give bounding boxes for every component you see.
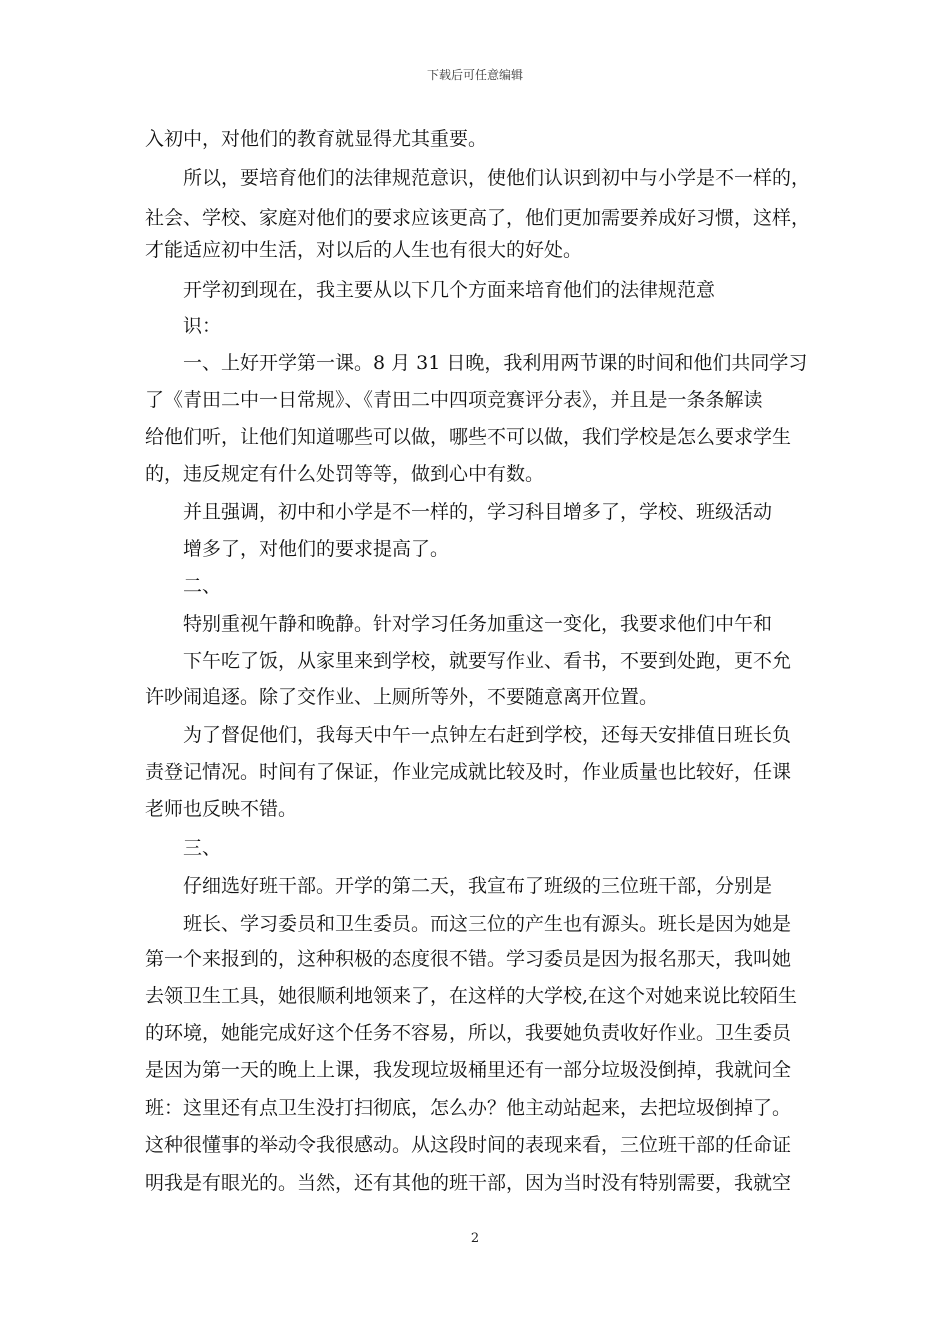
text-line: 二、 bbox=[183, 575, 222, 597]
text-line: 所以，要培育他们的法律规范意识，使他们认识到初中与小学是不一样的， bbox=[183, 167, 811, 189]
text-line: 的环境，她能完成好这个任务不容易，所以，我要她负责收好作业。卫生委员 bbox=[145, 1022, 792, 1044]
text-line: 的，违反规定有什么处罚等等，做到心中有数。 bbox=[145, 463, 545, 485]
text-line: 第一个来报到的，这种积极的态度很不错。学习委员是因为报名那天，我叫她 bbox=[145, 948, 792, 970]
text-line: 去领卫生工具，她很顺利地领来了，在这样的大学校,在这个对她来说比较陌生 bbox=[145, 985, 798, 1007]
text-line: 三、 bbox=[183, 837, 222, 859]
text-line: 了《青田二中一日常规》、《青田二中四项竞赛评分表》，并且是一条条解读 bbox=[145, 389, 763, 411]
text-line: 识： bbox=[183, 315, 222, 337]
text-line: 增多了，对他们的要求提高了。 bbox=[183, 538, 450, 560]
text-line: 才能适应初中生活，对以后的人生也有很大的好处。 bbox=[145, 239, 583, 261]
text-line: 责登记情况。时间有了保证，作业完成就比较及时，作业质量也比较好，任课 bbox=[145, 761, 792, 783]
text-line: 并且强调，初中和小学是不一样的，学习科目增多了，学校、班级活动 bbox=[183, 501, 773, 523]
text-line: 班：这里还有点卫生没打扫彻底，怎么办？他主动站起来，去把垃圾倒掉了。 bbox=[145, 1097, 792, 1119]
text-line: 明我是有眼光的。当然，还有其他的班干部，因为当时没有特别需要，我就空 bbox=[145, 1172, 792, 1194]
text-line: 仔细选好班干部。开学的第二天，我宣布了班级的三位班干部，分别是 bbox=[183, 875, 773, 897]
text-line: 下午吃了饭，从家里来到学校，就要写作业、看书，不要到处跑，更不允 bbox=[183, 650, 792, 672]
text-line: 社会、学校、家庭对他们的要求应该更高了，他们更加需要养成好习惯，这样， bbox=[145, 207, 811, 229]
text-line: 为了督促他们，我每天中午一点钟左右赶到学校，还每天安排值日班长负 bbox=[183, 724, 792, 746]
text-line: 给他们听，让他们知道哪些可以做，哪些不可以做，我们学校是怎么要求学生 bbox=[145, 426, 792, 448]
page-header-note: 下载后可任意编辑 bbox=[426, 68, 523, 82]
text-line: 一、上好开学第一课。8 月 31 日晚，我利用两节课的时间和他们共同学习 bbox=[183, 352, 808, 374]
text-line: 老师也反映不错。 bbox=[145, 798, 298, 820]
text-line: 许吵闹追逐。除了交作业、上厕所等外，不要随意离开位置。 bbox=[145, 686, 659, 708]
text-line: 班长、学习委员和卫生委员。而这三位的产生也有源头。班长是因为她是 bbox=[183, 913, 792, 935]
text-line: 特别重视午静和晚静。针对学习任务加重这一变化，我要求他们中午和 bbox=[183, 613, 773, 635]
text-line: 这种很懂事的举动令我很感动。从这段时间的表现来看，三位班干部的任命证 bbox=[145, 1134, 792, 1156]
text-line: 入初中，对他们的教育就显得尤其重要。 bbox=[145, 128, 488, 150]
text-line: 是因为第一天的晚上上课，我发现垃圾桶里还有一部分垃圾没倒掉，我就问全 bbox=[145, 1059, 792, 1081]
text-line: 开学初到现在，我主要从以下几个方面来培育他们的法律规范意 bbox=[183, 279, 716, 301]
page-number: 2 bbox=[470, 1231, 480, 1246]
